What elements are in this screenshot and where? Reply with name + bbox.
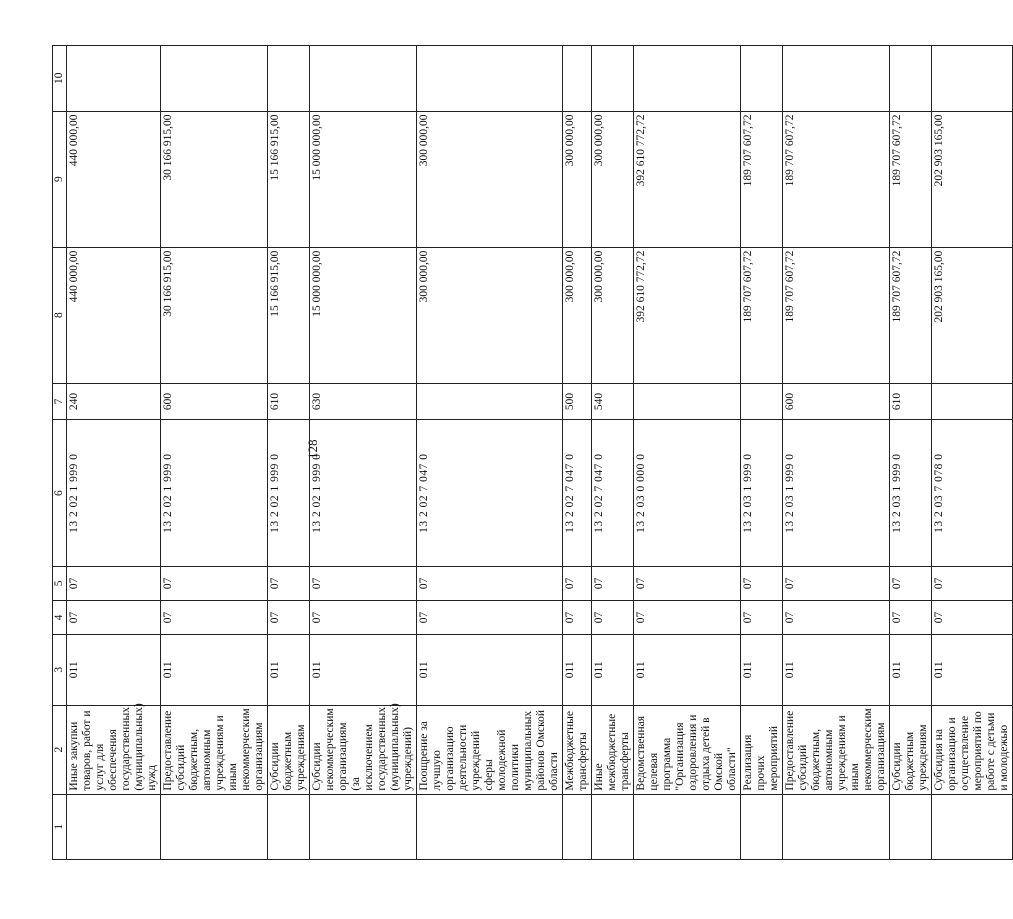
row-marker-cell — [932, 794, 1013, 859]
row-marker-cell — [161, 794, 268, 859]
note-cell — [932, 46, 1013, 112]
table-row — [783, 46, 890, 860]
header-row — [53, 46, 67, 860]
row-marker-cell — [890, 794, 932, 859]
subsection-cell: 07 — [161, 566, 268, 600]
expense-type-cell — [634, 383, 741, 420]
row-marker-cell — [592, 794, 634, 859]
expense-type-cell — [417, 383, 563, 420]
admin-code-cell: 011 — [592, 634, 634, 705]
subsection-cell: 07 — [783, 566, 890, 600]
target-article-cell: 13 2 02 7 047 0 — [563, 420, 592, 567]
amount-cell: 440 000,00 — [67, 247, 161, 383]
amount-cell: 15 166 915,00 — [268, 111, 310, 247]
note-cell — [310, 46, 417, 112]
admin-code-cell: 011 — [634, 634, 741, 705]
budget-table — [52, 45, 1013, 860]
expense-type-cell: 500 — [563, 383, 592, 420]
target-article-cell: 13 2 03 7 078 0 — [932, 420, 1013, 567]
row-name-cell: Субсидии бюджетным учреждениям — [890, 705, 932, 794]
table-row — [268, 46, 310, 860]
admin-code-cell: 011 — [563, 634, 592, 705]
subsection-cell: 07 — [741, 566, 783, 600]
header-cell: 6 — [53, 420, 67, 567]
amount-cell: 189 707 607,72 — [741, 247, 783, 383]
admin-code-cell: 011 — [268, 634, 310, 705]
table-row — [161, 46, 268, 860]
section-cell: 07 — [890, 600, 932, 634]
amount-cell: 30 166 915,00 — [161, 111, 268, 247]
amount-cell: 189 707 607,72 — [783, 111, 890, 247]
expense-type-cell: 610 — [890, 383, 932, 420]
subsection-cell: 07 — [592, 566, 634, 600]
header-cell: 10 — [53, 46, 67, 112]
admin-code-cell: 011 — [932, 634, 1013, 705]
subsection-cell: 07 — [890, 566, 932, 600]
amount-cell: 300 000,00 — [563, 111, 592, 247]
row-name-cell: Предоставление субсидий бюджетным, автономным учреждениям и иным некоммерческим организациям — [161, 705, 268, 794]
amount-cell: 189 707 607,72 — [890, 111, 932, 247]
target-article-cell: 13 2 02 7 047 0 — [417, 420, 563, 567]
header-cell: 7 — [53, 383, 67, 420]
expense-type-cell: 600 — [161, 383, 268, 420]
amount-cell: 202 903 165,00 — [932, 247, 1013, 383]
table-row — [890, 46, 932, 860]
expense-type-cell — [932, 383, 1013, 420]
amount-cell: 15 000 000,00 — [310, 247, 417, 383]
table-row — [310, 46, 417, 860]
row-name-cell: Реализация прочих мероприятий — [741, 705, 783, 794]
section-cell: 07 — [741, 600, 783, 634]
row-name-cell: Предоставление субсидий бюджетным, автономным учреждениям и иным некоммерческим организациям — [783, 705, 890, 794]
amount-cell: 300 000,00 — [417, 247, 563, 383]
note-cell — [890, 46, 932, 112]
table-row — [563, 46, 592, 860]
section-cell: 07 — [161, 600, 268, 634]
amount-cell: 300 000,00 — [417, 111, 563, 247]
amount-cell: 189 707 607,72 — [890, 247, 932, 383]
target-article-cell: 13 2 03 1 999 0 — [783, 420, 890, 567]
amount-cell: 300 000,00 — [592, 111, 634, 247]
header-cell: 2 — [53, 705, 67, 794]
section-cell: 07 — [417, 600, 563, 634]
table-row — [634, 46, 741, 860]
row-marker-cell — [268, 794, 310, 859]
note-cell — [783, 46, 890, 112]
section-cell: 07 — [932, 600, 1013, 634]
amount-cell: 202 903 165,00 — [932, 111, 1013, 247]
page-number-text: 128 — [305, 439, 320, 459]
note-cell — [417, 46, 563, 112]
header-cell: 5 — [53, 566, 67, 600]
row-name-cell: Поощрение за лучшую организацию деятельности учреждений сферы молодежной политики муниципальных районов Омской области — [417, 705, 563, 794]
target-article-cell: 13 2 02 1 999 0 — [67, 420, 161, 567]
row-marker-cell — [563, 794, 592, 859]
subsection-cell: 07 — [563, 566, 592, 600]
admin-code-cell: 011 — [310, 634, 417, 705]
target-article-cell: 13 2 02 1 999 0 — [268, 420, 310, 567]
note-cell — [634, 46, 741, 112]
amount-cell: 189 707 607,72 — [783, 247, 890, 383]
row-marker-cell — [417, 794, 563, 859]
row-name-cell: Субсидия на организацию и осуществление мероприятий по работе с детьми и молодежью — [932, 705, 1013, 794]
amount-cell: 300 000,00 — [563, 247, 592, 383]
row-name-cell: Иные межбюджетные трансферты — [592, 705, 634, 794]
section-cell: 07 — [783, 600, 890, 634]
table-body — [67, 46, 1013, 860]
target-article-cell: 13 2 02 1 999 0 — [310, 420, 417, 567]
subsection-cell: 07 — [634, 566, 741, 600]
amount-cell: 392 610 772,72 — [634, 247, 741, 383]
expense-type-cell: 600 — [783, 383, 890, 420]
table-row — [67, 46, 161, 860]
admin-code-cell: 011 — [161, 634, 268, 705]
row-name-cell: Ведомственная целевая программа "Организация оздоровления и отдыха детей в Омской области" — [634, 705, 741, 794]
section-cell: 07 — [634, 600, 741, 634]
target-article-cell: 13 2 02 1 999 0 — [161, 420, 268, 567]
amount-cell: 30 166 915,00 — [161, 247, 268, 383]
header-cell: 3 — [53, 634, 67, 705]
table-row — [932, 46, 1013, 860]
admin-code-cell: 011 — [67, 634, 161, 705]
admin-code-cell: 011 — [417, 634, 563, 705]
target-article-cell: 13 2 03 1 999 0 — [741, 420, 783, 567]
row-name-cell: Межбюджетные трансферты — [563, 705, 592, 794]
note-cell — [592, 46, 634, 112]
expense-type-cell: 610 — [268, 383, 310, 420]
note-cell — [563, 46, 592, 112]
row-name-cell: Субсидии бюджетным учреждениям — [268, 705, 310, 794]
section-cell: 07 — [310, 600, 417, 634]
header-cell: 9 — [53, 111, 67, 247]
section-cell: 07 — [268, 600, 310, 634]
note-cell — [741, 46, 783, 112]
header-cell: 8 — [53, 247, 67, 383]
subsection-cell: 07 — [932, 566, 1013, 600]
target-article-cell: 13 2 03 0 000 0 — [634, 420, 741, 567]
subsection-cell: 07 — [67, 566, 161, 600]
row-name-cell: Субсидии некоммерческим организациям (за исключением государственных (муниципальных) учреждений) — [310, 705, 417, 794]
amount-cell: 189 707 607,72 — [741, 111, 783, 247]
header-cell: 4 — [53, 600, 67, 634]
row-marker-cell — [783, 794, 890, 859]
row-marker-cell — [310, 794, 417, 859]
amount-cell: 440 000,00 — [67, 111, 161, 247]
expense-type-cell — [741, 383, 783, 420]
amount-cell: 392 610 772,72 — [634, 111, 741, 247]
budget-table-rotated — [52, 45, 1010, 860]
admin-code-cell: 011 — [741, 634, 783, 705]
section-cell: 07 — [67, 600, 161, 634]
amount-cell: 15 166 915,00 — [268, 247, 310, 383]
table-row — [592, 46, 634, 860]
table-row — [417, 46, 563, 860]
expense-type-cell: 540 — [592, 383, 634, 420]
note-cell — [67, 46, 161, 112]
note-cell — [268, 46, 310, 112]
admin-code-cell: 011 — [783, 634, 890, 705]
row-marker-cell — [741, 794, 783, 859]
target-article-cell: 13 2 03 1 999 0 — [890, 420, 932, 567]
row-marker-cell — [67, 794, 161, 859]
section-cell: 07 — [592, 600, 634, 634]
amount-cell: 300 000,00 — [592, 247, 634, 383]
subsection-cell: 07 — [310, 566, 417, 600]
table-row — [741, 46, 783, 860]
amount-cell: 15 000 000,00 — [310, 111, 417, 247]
expense-type-cell: 630 — [310, 383, 417, 420]
expense-type-cell: 240 — [67, 383, 161, 420]
subsection-cell: 07 — [268, 566, 310, 600]
admin-code-cell: 011 — [890, 634, 932, 705]
subsection-cell: 07 — [417, 566, 563, 600]
note-cell — [161, 46, 268, 112]
header-cell: 1 — [53, 794, 67, 859]
section-cell: 07 — [563, 600, 592, 634]
row-name-cell: Иные закупки товаров, работ и услуг для обеспечения государственных (муниципальных) нужд — [67, 705, 161, 794]
row-marker-cell — [634, 794, 741, 859]
target-article-cell: 13 2 02 7 047 0 — [592, 420, 634, 567]
